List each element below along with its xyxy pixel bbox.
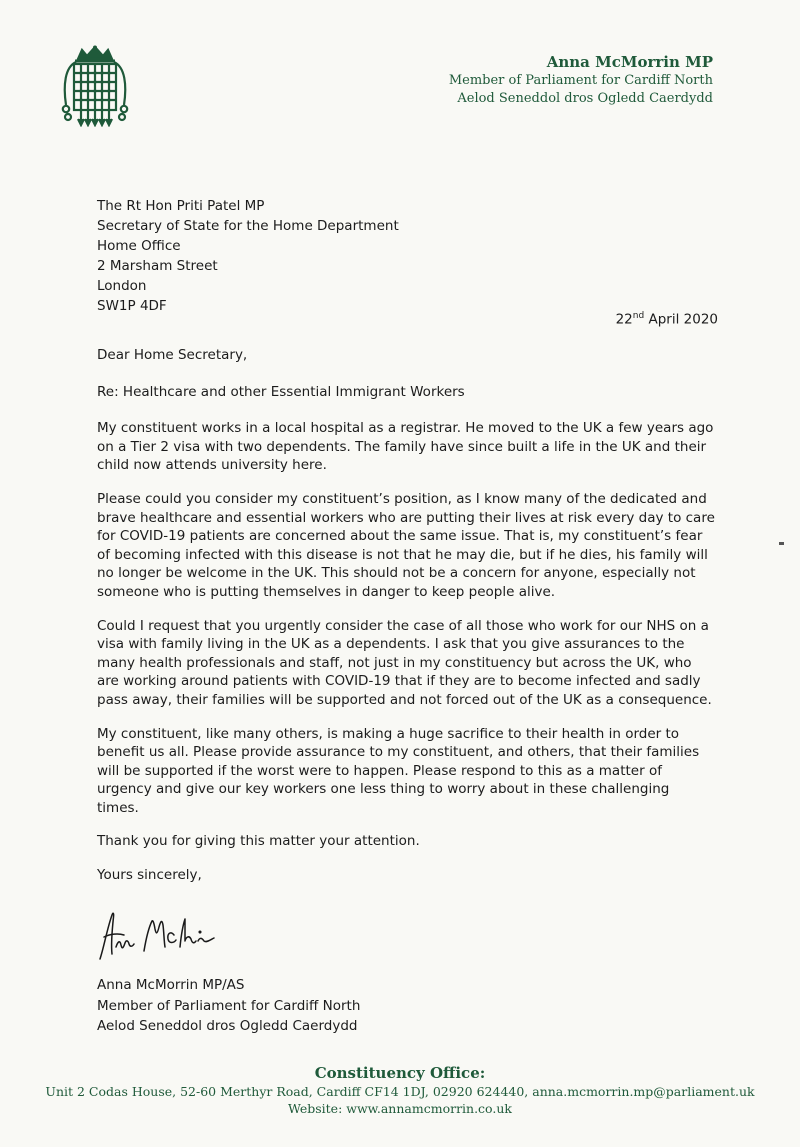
body-paragraph: Thank you for giving this matter your attention. <box>97 833 420 850</box>
mp-role-welsh: Aelod Seneddol dros Ogledd Caerdydd <box>457 91 713 106</box>
date-day: 22 <box>615 311 633 328</box>
signatory-name: Anna McMorrin MP/AS <box>97 977 245 993</box>
signatory-role-welsh: Aelod Seneddol dros Ogledd Caerdydd <box>97 1018 358 1034</box>
body-paragraph: My constituent works in a local hospital as a registrar. He moved to the UK a few years ago on a Tier 2 visa with two dependents. The family have since built a life in the UK and their child now attends university here. <box>97 420 714 474</box>
recipient-address <box>97 196 399 316</box>
recipient-line: The Rt Hon Priti Patel MP <box>97 198 265 214</box>
date-rest: April 2020 <box>644 311 718 328</box>
body-paragraph: Could I request that you urgently consider the case of all those who work for our NHS on a visa with family living in the UK as a dependents. I ask that you give assurances to the many health professionals and staff, not just in my constituency but across the UK, who are working around patients with COVID-19 that if they are to become infected and sadly pass away, their families will be supported and not forced out of the UK as a consequence. <box>97 617 712 708</box>
signature <box>94 907 219 962</box>
portcullis-icon <box>60 45 130 127</box>
body-paragraph: Please could you consider my constituent’s position, as I know many of the dedicated and brave healthcare and essential workers who are putting their lives at risk every day to care for COVID-19 patients are concerned about the same issue. That is, my constituent’s fear of becoming infected with this disease is not that he may die, but if he dies, his family will no longer be welcome in the UK. This should not be a concern for anyone, especially not someone who is putting themselves in danger to keep people alive. <box>97 490 715 600</box>
letter-date <box>616 311 718 328</box>
footer-address: Unit 2 Codas House, 52-60 Merthyr Road, Cardiff CF14 1DJ, 02920 624440, anna.mcmorrin.mp@parliament.uk <box>45 1084 755 1099</box>
recipient-line: 2 Marsham Street <box>97 258 218 274</box>
letter-body <box>97 346 715 900</box>
footer-heading: Constituency Office: <box>314 1064 486 1082</box>
footer-website: Website: www.annamcmorrin.co.uk <box>288 1101 512 1116</box>
recipient-line: SW1P 4DF <box>97 298 167 314</box>
scan-mark <box>779 542 784 545</box>
letterhead <box>449 53 713 108</box>
mp-name: Anna McMorrin MP <box>546 53 713 71</box>
signatory-role: Member of Parliament for Cardiff North <box>97 997 361 1014</box>
recipient-line: Home Office <box>97 238 181 254</box>
date-suffix: nd <box>632 311 645 321</box>
constituency-footer <box>0 1064 800 1117</box>
signatory-block <box>97 975 360 1037</box>
mp-role: Member of Parliament for Cardiff North <box>448 73 713 88</box>
recipient-line: London <box>97 278 147 294</box>
subject-line: Re: Healthcare and other Essential Immigrant Workers <box>97 383 465 400</box>
recipient-line: Secretary of State for the Home Department <box>97 218 399 234</box>
body-paragraph: My constituent, like many others, is making a huge sacrifice to their health in order to benefit us all. Please provide assurance to my constituent, and others, that their families will be supported if the worst were to happen. Please respond to this as a matter of urgency and give our key workers one less thing to worry about in these challenging times. <box>97 725 700 816</box>
salutation: Dear Home Secretary, <box>97 347 248 363</box>
closing: Yours sincerely, <box>97 867 202 884</box>
